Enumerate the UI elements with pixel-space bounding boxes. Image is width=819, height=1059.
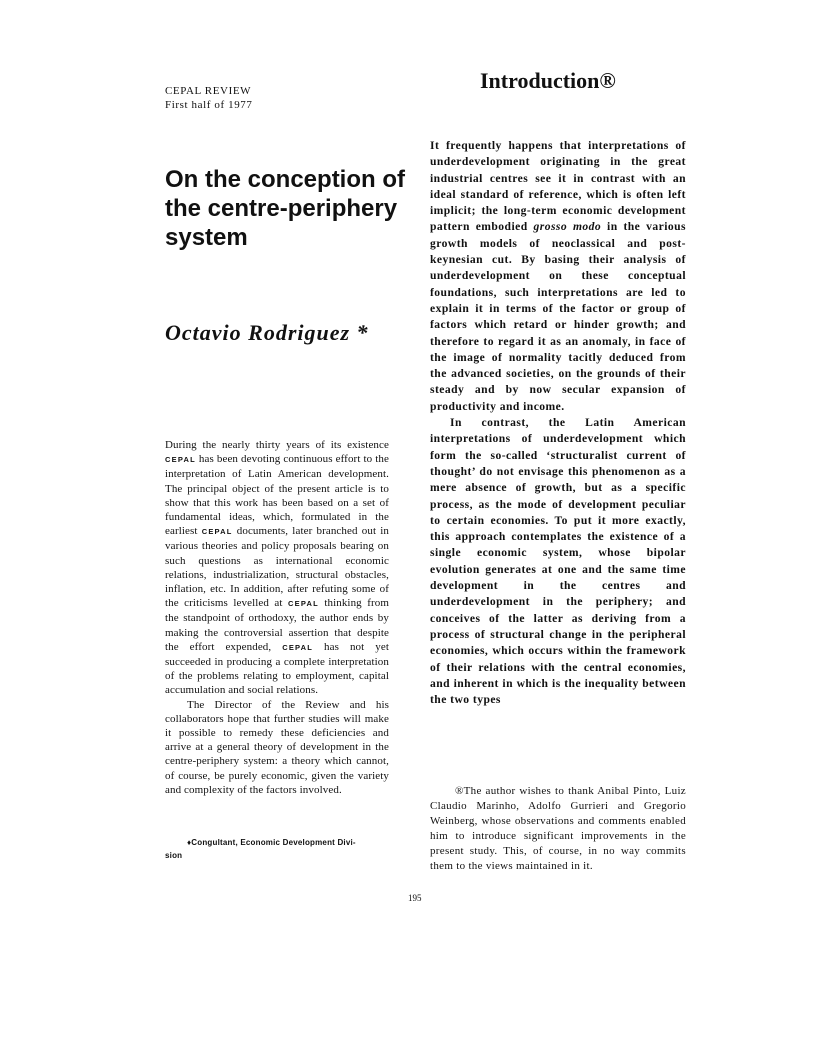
body-paragraph: In contrast, the Latin American interpretations of underdevelopment which form the so-called ‘structuralist current of thought’ do not envisage this phenomenon as a mere absence of growth, but as a specific process, as the mode of development peculiar to certain economies. To put it more exactly, this approach contemplates the existence of a single economic system, whose bipolar evolution generates at one and the same time development in the centres and underdevelopment in the periphery; and conceives of the latter as deriving from a process of structural change in the peripheral economies, which occurs within the framework of their relations with the central economies, and inherent in which is the inequality between the two types	[430, 416, 686, 707]
section-heading: Introduction®	[480, 68, 616, 93]
body-text	[430, 138, 686, 708]
article-title: On the conception of the centre-periphery system	[165, 166, 405, 251]
journal-header	[165, 84, 253, 112]
page-number: 195	[408, 893, 422, 903]
cepal-acronym: CEPAL	[288, 599, 319, 609]
body-paragraph	[430, 138, 686, 415]
abstract-paragraph	[165, 438, 389, 698]
body-text-run: It frequently happens that interpretations of underdevelopment originating in the great industrial centres see it in contrast with an ideal standard of reference, which is often left implicit; the long-term economic development pattern embodied	[430, 139, 686, 234]
article-author: Octavio Rodriguez *	[165, 320, 369, 345]
abstract-text: thinking from the standpoint of orthodoxy, the author ends by making the controversial assertion that despite the effort expended,	[165, 597, 389, 653]
abstract-text: documents, later branched out in various theories and policy proposals bearing on such questions as international economic relations, industrialization, structural obstacles, inflation, etc. In addition, after refuting some of the criticisms levelled at	[165, 525, 389, 610]
cepal-acronym: CEPAL	[201, 527, 233, 537]
abstract-paragraph: The Director of the Review and his collaborators hope that further studies will make it possible to remedy these deficiencies and arrive at a general theory of development in the centre-periphery system: a theory which cannot, of course, be purely economic, given the variety and complexity of the factors involved.	[165, 698, 389, 796]
journal-issue: First half of 1977	[165, 99, 253, 111]
body-text-run: in the various growth models of neoclassical and post-keynesian cut. By basing their analysis of underdevelopment on these conceptual foundations, such interpretations are led to explain it in terms of the factor or group of factors which retard or hinder growth; and therefore to regard it as an anomaly, in face of the image of normality tacitly deduced from the advanced societies, on the grounds of their steady and by now secular expansion of productivity and income.	[430, 220, 686, 413]
cepal-acronym: CEPAL	[282, 642, 314, 652]
abstract-text: During the nearly thirty years of its existence	[165, 439, 389, 451]
abstract-text: has been devoting continuous effort to the interpretation of Latin American development. The principal object of the present article is to show that this work has been based on a set of fundamental ideas, which, formulated in the earliest	[165, 453, 389, 538]
cepal-acronym: CEPAL	[165, 455, 196, 465]
author-affiliation	[165, 836, 389, 862]
italic-phrase: grosso modo	[533, 220, 602, 234]
abstract	[165, 438, 389, 797]
footnote: ®The author wishes to thank Anibal Pinto, Luiz Claudio Marinho, Adolfo Gurrieri and Gregorio Weinberg, whose observations and comments enabled him to introduce significant improvements in the present study. This, of course, in no way commits them to the views maintained in it.	[430, 785, 686, 872]
affiliation-line: sion	[165, 851, 183, 860]
journal-name: CEPAL REVIEW	[165, 85, 252, 97]
abstract-text: has not yet succeeded in producing a complete interpretation of the problems relating to employment, capital accumulation and social relations.	[165, 640, 389, 697]
affiliation-line: ♦Congultant, Economic Development Divi-	[187, 838, 356, 847]
